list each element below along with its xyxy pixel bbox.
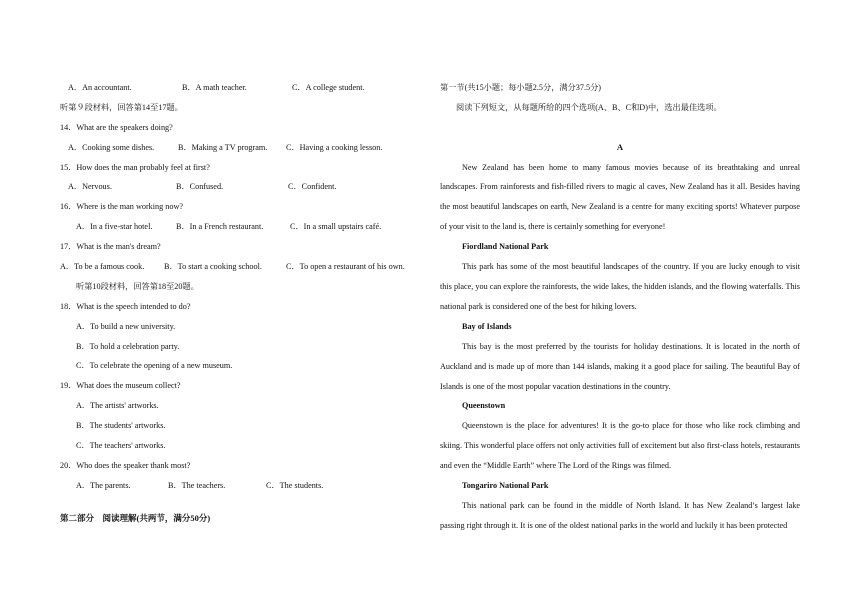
q20-option-c: C．The students. [266, 480, 324, 490]
q19-option-b: B．The students' artworks. [76, 421, 166, 431]
listening-questions-column [60, 78, 420, 496]
material-9-intro: 听第９段材料，回答第14至17题。 [60, 102, 183, 112]
q20-options [60, 476, 420, 496]
q13-options [60, 78, 420, 98]
material-10-intro: 听第10段材料，回答第18至20题。 [76, 281, 199, 291]
paragraph-bay-of-islands: This bay is the most preferred by the tourists for holiday destinations. It is located in the north of Auckland and is made up of more than 144 islands, making it a good place for sailing. The beautiful Bay of Islands is one of the most popular vacation destinations in the country. [440, 341, 800, 391]
spacer [440, 118, 800, 138]
paragraph-fiordland: This park has some of the most beautiful landscapes of the country. If you are lucky enough to visit this place, you can explore the rainforests, the wide lakes, the hidden islands, and the flowing waterfalls. This national park is considered one of the best for hiking lovers. [440, 262, 800, 311]
reading-column [440, 78, 800, 536]
q15-option-b: B．Confused. [176, 182, 224, 192]
q19-option-c: C．The teachers' artworks. [76, 441, 166, 451]
q14-option-c: C．Having a cooking lesson. [286, 142, 383, 152]
q19-stem: 19．What does the museum collect? [60, 381, 181, 391]
q17-stem: 17．What is the man's dream? [60, 242, 161, 252]
heading-queenstown: Queenstown [462, 401, 506, 411]
q16-options [60, 217, 420, 237]
q20-option-a: A．The parents. [76, 480, 131, 490]
q17-option-a: A．To be a famous cook. [60, 262, 145, 272]
paragraph-queenstown: Queenstown is the place for adventures! It is the go-to place for those who like rock climbing and skiing. This wonderful place offers not only activities full of excitement but also first-class hotels, restaurants and even the “Middle Earth” where The Lord of the Rings was filmed. [440, 421, 800, 471]
heading-fiordland: Fiordland National Park [462, 242, 549, 252]
q18-option-b: B．To hold a celebration party. [76, 341, 180, 351]
q13-option-a: A．An accountant. [68, 83, 132, 92]
q13-option-b: B．A math teacher. [182, 83, 247, 92]
q19-option-a: A．The artists' artworks. [76, 401, 159, 411]
q18-option-c: C．To celebrate the opening of a new museum. [76, 361, 233, 371]
q15-option-a: A．Nervous. [68, 182, 112, 192]
q17-option-b: B．To start a cooking school. [164, 262, 262, 272]
q16-option-b: B．In a French restaurant. [176, 222, 264, 232]
q15-option-c: C．Confident. [288, 182, 337, 192]
intro-paragraph: New Zealand has been home to many famous movies because of its breathtaking and unreal landscapes. From rainforests and fish-filled rivers to magic al caves, New Zealand has it all. Besides having the most beautiful landscapes on earth, New Zealand is a centre for many exciting sports! Whatever purpose of your visit to the land is, there is certainly something for everyone! [440, 162, 800, 232]
reading-instruction: 阅读下列短文，从每题所给的四个选项(A、B、C和D)中，选出最佳选项。 [456, 102, 722, 112]
q16-option-c: C．In a small upstairs café. [290, 222, 382, 232]
section-1-heading: 第一节(共15小题；每小题2.5分，满分37.5分) [440, 83, 602, 92]
q14-option-a: A．Cooking some dishes. [68, 142, 155, 152]
paragraph-tongariro: This national park can be found in the middle of North Island. It has New Zealand’s largest lake passing right through it. It is one of the oldest national parks in the world and luckily it has been protected [440, 500, 800, 530]
heading-bay-of-islands: Bay of Islands [462, 321, 512, 331]
q14-option-b: B．Making a TV program. [178, 142, 268, 152]
q18-option-a: A．To build a new university. [76, 321, 176, 331]
q20-option-b: B．The teachers. [168, 480, 226, 490]
heading-tongariro: Tongariro National Park [462, 481, 549, 491]
q16-option-a: A．In a five-star hotel. [76, 222, 153, 232]
q17-options [60, 257, 420, 277]
q16-stem: 16．Where is the man working now? [60, 202, 184, 212]
q15-stem: 15．How does the man probably feel at first? [60, 162, 210, 172]
passage-letter: A [616, 141, 624, 152]
q18-stem: 18．What is the speech intended to do? [60, 301, 191, 311]
q13-option-c: C．A college student. [292, 83, 365, 92]
q20-stem: 20．Who does the speaker thank most? [60, 460, 191, 470]
q14-stem: 14．What are the speakers doing? [60, 122, 173, 132]
q15-options [60, 177, 420, 197]
part-2-heading: 第二部分 阅读理解(共两节，满分50分) [60, 513, 211, 523]
q14-options [60, 138, 420, 158]
q17-option-c: C．To open a restaurant of his own. [286, 262, 405, 272]
